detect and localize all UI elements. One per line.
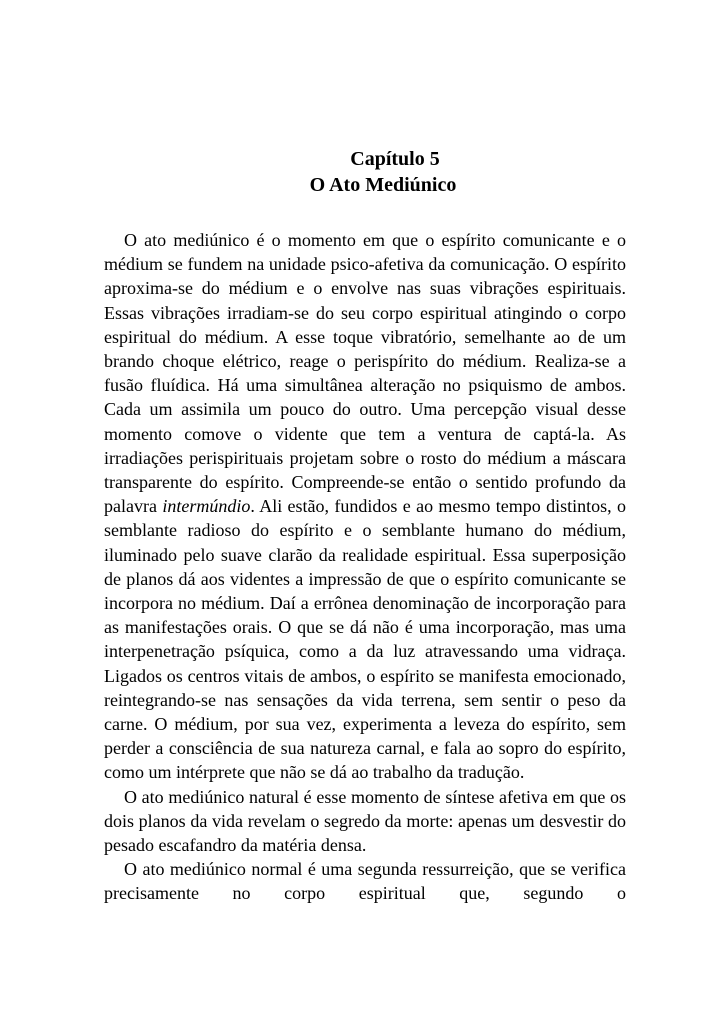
paragraph-1-text-b: . Ali estão, fundidos e ao mesmo tempo distintos, o semblante radioso do espírito e o semblante humano do médium, iluminado pelo suave clarão da realidade espiritual. Essa superposição de planos dá aos videntes a impressão de que o espírito comunicante se incorpora no médium. Daí a errônea denominação de incorporação para as manifestações orais. O que se dá não é uma incorporação, mas uma interpenetração psíquica, como a da luz atravessando uma vidraça. Ligados os centros vitais de ambos, o espírito se manifesta emocionado, reintegrando-se nas sensações da vida terrena, sem sentir o peso da carne. O médium, por sua vez, experimenta a leveza do espírito, sem perder a consciência de sua natureza carnal, e fala ao sopro do espírito, como um intérprete que não se dá ao trabalho da tradução. [104, 496, 626, 783]
paragraph-3: O ato mediúnico normal é uma segunda ressurreição, que se verifica precisamente no corpo espiritual que, segundo o [104, 859, 626, 904]
paragraph-1 [104, 228, 626, 785]
paragraph-1-text-a: O ato mediúnico é o momento em que o espírito comunicante e o médium se fundem na unidade psico-afetiva da comunicação. O espírito aproxima-se do médium e o envolve nas suas vibrações espirituais. Essas vibrações irradiam-se do seu corpo espiritual atingindo o corpo espiritual do médium. A esse toque vibratório, semelhante ao de um brando choque elétrico, reage o perispírito do médium. Realiza-se a fusão fluídica. Há uma simultânea alteração no psiquismo de ambos. Cada um assimila um pouco do outro. Uma percepção visual desse momento comove o vidente que tem a ventura de captá-la. As irradiações perispirituais projetam sobre o rosto do médium a máscara transparente do espírito. Compreende-se então o sentido profundo da palavra [104, 230, 626, 517]
chapter-heading [104, 146, 626, 198]
paragraph-1-emphasis: intermúndio [162, 496, 251, 517]
chapter-title: O Ato Mediúnico [309, 174, 457, 196]
document-page [104, 146, 626, 906]
chapter-number: Capítulo 5 [350, 148, 440, 170]
chapter-body [104, 228, 626, 906]
paragraph-2: O ato mediúnico natural é esse momento de síntese afetiva em que os dois planos da vida revelam o segredo da morte: apenas um desvestir do pesado escafandro da matéria densa. [104, 786, 626, 856]
